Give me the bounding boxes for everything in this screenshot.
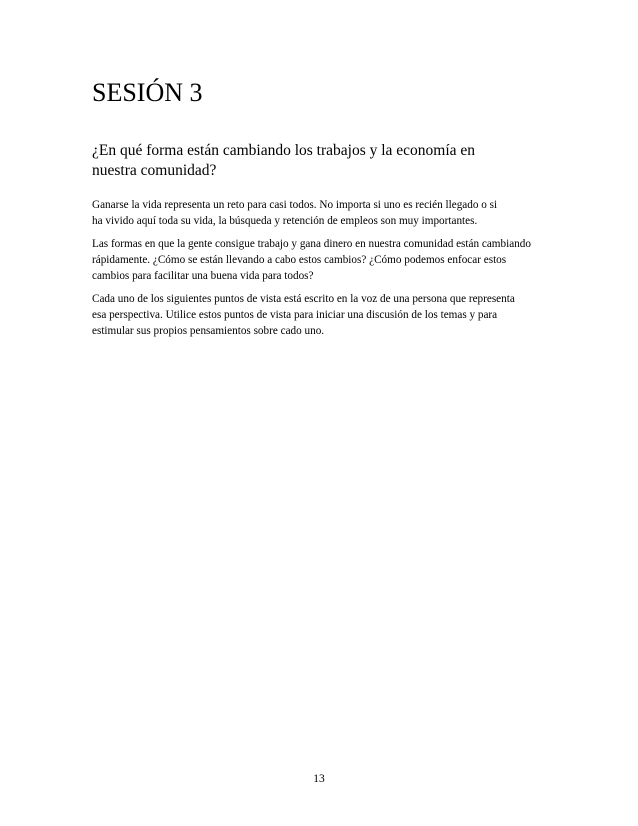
paragraph-line: estimular sus propios pensamientos sobre cado uno.: [92, 325, 325, 337]
section-question-line: nuestra comunidad?: [92, 162, 217, 179]
page-number: 13: [313, 773, 325, 785]
paragraph-line: esa perspectiva. Utilice estos puntos de vista para iniciar una discusión de los temas y para: [92, 309, 498, 321]
paragraph-line: Las formas en que la gente consigue trabajo y gana dinero en nuestra comunidad están cambiando: [92, 238, 531, 250]
section-question-line: ¿En qué forma están cambiando los trabajos y la economía en: [92, 142, 476, 159]
page-title: SESIÓN 3: [92, 78, 203, 107]
paragraph-changes: [92, 236, 562, 284]
paragraph-line: ha vivido aquí toda su vida, la búsqueda y retención de empleos son muy importantes.: [92, 215, 478, 227]
paragraph-intro: [92, 197, 562, 229]
paragraph-line: Cada uno de los siguientes puntos de vista está escrito en la voz de una persona que representa: [92, 293, 515, 305]
paragraph-viewpoints: [92, 291, 562, 339]
paragraph-line: cambios para facilitar una buena vida para todos?: [92, 270, 314, 282]
paragraph-line: rápidamente. ¿Cómo se están llevando a cabo estos cambios? ¿Cómo podemos enfocar estos: [92, 254, 507, 266]
section-question: [92, 141, 562, 181]
paragraph-line: Ganarse la vida representa un reto para casi todos. No importa si uno es recién llegado o si: [92, 199, 498, 211]
